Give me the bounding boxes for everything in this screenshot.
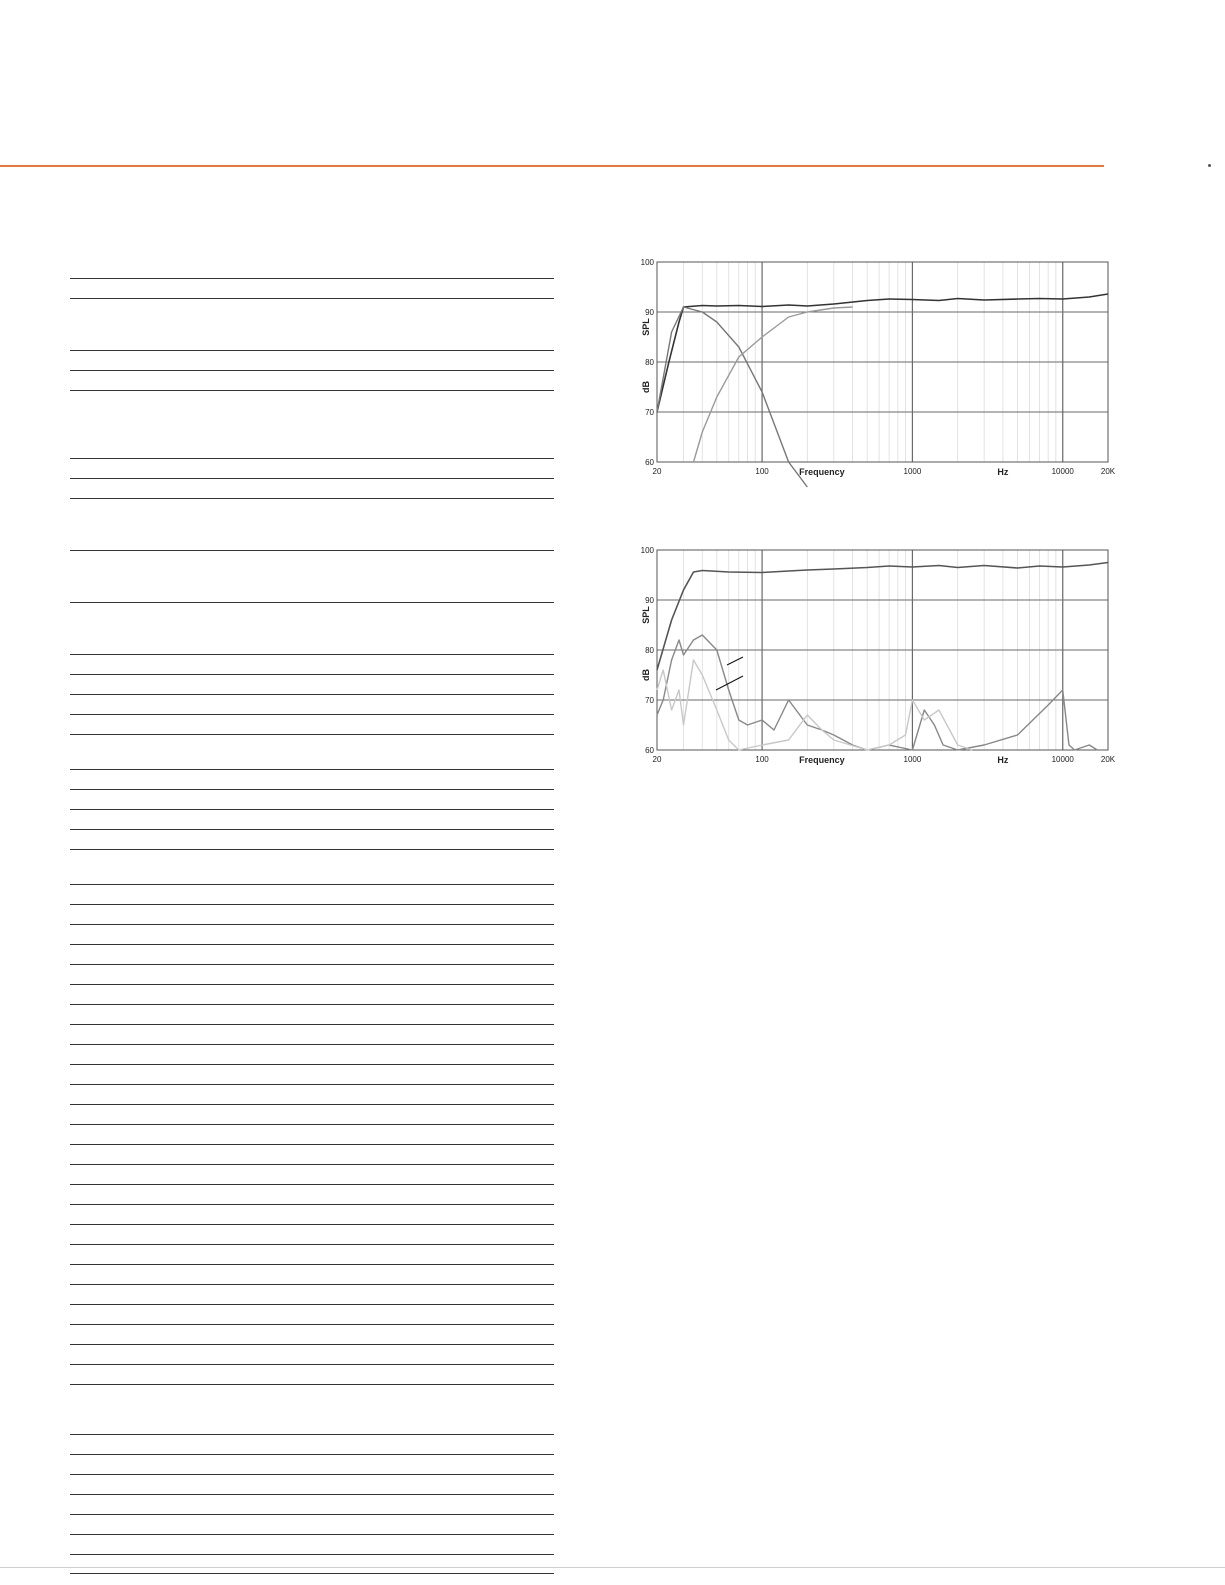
y-axis-unit-label: dB <box>641 381 651 393</box>
y-axis-unit-label: dB <box>641 669 651 681</box>
spec-row <box>70 829 554 849</box>
spec-row <box>70 674 554 694</box>
x-unit-label: Hz <box>997 467 1009 477</box>
spec-row <box>70 1244 554 1264</box>
header-accent-rule <box>0 165 1104 167</box>
spec-row <box>70 769 554 789</box>
x-axis-label: Frequency <box>799 467 845 477</box>
x-tick-label: 1000 <box>903 467 922 476</box>
spec-row <box>70 1024 554 1044</box>
spec-row <box>70 1514 554 1534</box>
spec-row <box>70 458 554 478</box>
chart-svg <box>630 538 1130 778</box>
spec-row <box>70 1454 554 1474</box>
x-tick-label: 10000 <box>1051 467 1074 476</box>
y-tick-label: 70 <box>645 696 654 705</box>
spec-row <box>70 1494 554 1514</box>
spec-row <box>70 789 554 809</box>
y-tick-label: 100 <box>640 258 654 267</box>
spec-row <box>70 1164 554 1184</box>
y-tick-label: 100 <box>640 546 654 555</box>
spec-row <box>70 298 554 350</box>
spec-row <box>70 884 554 904</box>
x-tick-label: 1000 <box>903 755 922 764</box>
distortion-chart <box>630 538 1130 778</box>
spec-table <box>70 278 554 1574</box>
spec-row <box>70 964 554 984</box>
spec-row <box>70 849 554 884</box>
series-line <box>657 307 807 487</box>
x-axis-label: Frequency <box>799 755 845 765</box>
y-tick-label: 60 <box>645 458 654 467</box>
spec-row <box>70 694 554 714</box>
spec-row <box>70 1004 554 1024</box>
spec-row <box>70 1264 554 1284</box>
spec-row <box>70 1084 554 1104</box>
annotation-leader <box>727 657 743 665</box>
spec-row <box>70 1064 554 1084</box>
edge-mark <box>1208 164 1211 167</box>
spec-row <box>70 654 554 674</box>
spec-row <box>70 498 554 550</box>
footer-rule <box>0 1567 1225 1568</box>
spec-row <box>70 1224 554 1244</box>
spec-row <box>70 1204 554 1224</box>
x-tick-label: 20K <box>1100 467 1116 476</box>
y-axis-label: SPL <box>641 606 651 624</box>
y-tick-label: 80 <box>645 358 654 367</box>
spec-row <box>70 984 554 1004</box>
x-tick-label: 20 <box>652 467 662 476</box>
spec-row <box>70 478 554 498</box>
y-tick-label: 90 <box>645 596 654 605</box>
spec-row <box>70 1434 554 1454</box>
spec-row <box>70 1104 554 1124</box>
y-axis-label: SPL <box>641 318 651 336</box>
y-tick-label: 90 <box>645 308 654 317</box>
spec-row <box>70 1554 554 1574</box>
spec-row <box>70 1534 554 1554</box>
spec-row <box>70 924 554 944</box>
x-tick-label: 20 <box>652 755 662 764</box>
spec-row <box>70 809 554 829</box>
spec-row <box>70 944 554 964</box>
y-tick-label: 60 <box>645 746 654 755</box>
spec-row <box>70 370 554 390</box>
spec-row <box>70 1324 554 1344</box>
spec-row <box>70 1284 554 1304</box>
chart-svg <box>630 250 1130 490</box>
y-tick-label: 70 <box>645 408 654 417</box>
x-tick-label: 20K <box>1100 755 1116 764</box>
spec-row <box>70 1124 554 1144</box>
spec-row <box>70 1364 554 1384</box>
series-line <box>657 660 972 750</box>
spec-row <box>70 602 554 654</box>
spec-row <box>70 550 554 602</box>
series-line <box>657 635 1097 750</box>
spec-row <box>70 904 554 924</box>
spec-row <box>70 1384 554 1434</box>
x-tick-label: 10000 <box>1051 755 1074 764</box>
x-tick-label: 100 <box>755 467 769 476</box>
series-line <box>694 307 853 462</box>
spec-row <box>70 278 554 298</box>
spec-row <box>70 390 554 458</box>
spec-row <box>70 1184 554 1204</box>
spec-row <box>70 350 554 370</box>
spec-row <box>70 714 554 734</box>
series-line <box>657 563 1108 671</box>
frequency-response-chart <box>630 250 1130 490</box>
x-tick-label: 100 <box>755 755 769 764</box>
spec-row <box>70 1304 554 1324</box>
spec-row <box>70 1344 554 1364</box>
spec-row <box>70 1144 554 1164</box>
spec-row <box>70 1474 554 1494</box>
y-tick-label: 80 <box>645 646 654 655</box>
spec-row <box>70 734 554 769</box>
x-unit-label: Hz <box>997 755 1009 765</box>
spec-row <box>70 1044 554 1064</box>
